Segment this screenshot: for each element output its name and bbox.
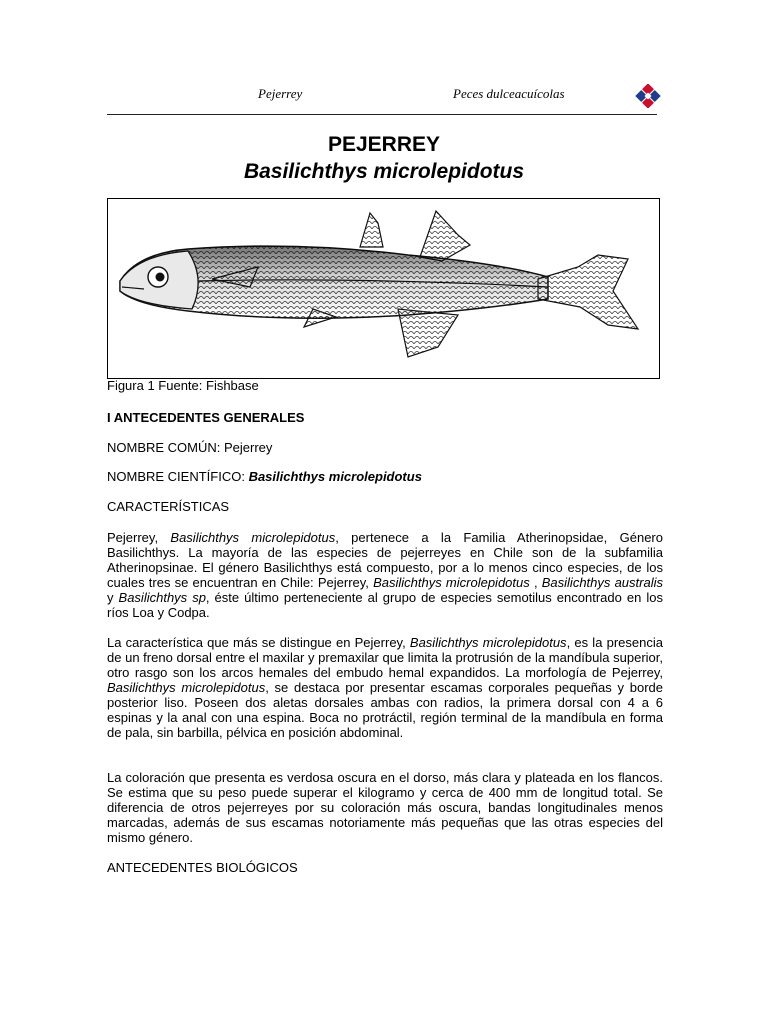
species-name: Basilichthys microlepidotus xyxy=(170,530,336,545)
common-name-line xyxy=(107,440,663,455)
text-run: La característica que más se distingue en Pejerrey, xyxy=(107,635,410,650)
ministry-logo-icon xyxy=(634,84,662,108)
section-heading-general: I ANTECEDENTES GENERALES xyxy=(107,410,305,425)
text-run: , pertenece a la Familia Atherinopsidae, Género Basilichthys. La mayoría de las especies de pejerreyes en Chile son de la subfamilia Atherinopsinae. El género Basilichthys está compuesto, por a lo menos cinco especies, de los cuales tres se encuentran en Chile: Pejerrey, xyxy=(107,530,663,590)
section-heading-characteristics: CARACTERÍSTICAS xyxy=(107,499,230,514)
header-right-title: Peces dulceacuícolas xyxy=(453,86,565,101)
first-dorsal-fin xyxy=(360,213,383,247)
fish-illustration xyxy=(108,199,659,378)
figure-caption: Figura 1 Fuente: Fishbase xyxy=(107,378,259,393)
scientific-name-line xyxy=(107,469,663,484)
common-name-label: NOMBRE COMÚN: xyxy=(107,440,224,455)
text-run: Pejerrey, xyxy=(107,530,171,545)
scientific-name-value: Basilichthys microlepidotus xyxy=(248,469,422,484)
text-run: , es la presencia de un freno dorsal entre el maxilar y premaxilar que limita la protrusión de la mandíbula superior, otro rasgo son los arcos hemales del embudo hemal expandidos. La morfología de Pejerrey, xyxy=(107,635,663,680)
paragraph-classification xyxy=(107,530,663,620)
tail-fin xyxy=(538,255,638,329)
text-run: , se destaca por presentar escamas corporales pequeñas y borde posterior liso. Poseen dos aletas dorsales ambas con radios, la primera dorsal con 4 a 6 espinas y la anal con una espina. Boca no protráctil, región terminal de la mandíbula en forma de pala, sin barbilla, pélvica en posición abdominal. xyxy=(107,680,663,740)
paragraph-coloration: La coloración que presenta es verdosa oscura en el dorso, más clara y plateada en los flancos. Se estima que su peso puede superar el kilogramo y cerca de 400 mm de longitud total. Se diferencia de otros pejerreyes por su coloración más oscura, bandas longitudinales menos marcadas, además de sus escamas notoriamente más pequeñas que las otras especies del mismo género. xyxy=(107,770,663,845)
page-title: PEJERREY xyxy=(327,133,441,156)
text-run: , éste último perteneciente al grupo de especies semotilus encontrado en los ríos Loa y Codpa. xyxy=(107,590,663,620)
species-name: Basilichthys australis xyxy=(541,575,663,590)
header-left-title: Pejerrey xyxy=(258,86,303,101)
scientific-title: Basilichthys microlepidotus xyxy=(243,160,525,183)
section-heading-biological: ANTECEDENTES BIOLÓGICOS xyxy=(107,860,298,875)
scientific-name-label: NOMBRE CIENTÍFICO: xyxy=(107,469,249,484)
paragraph-morphology xyxy=(107,635,663,740)
header-rule xyxy=(107,114,657,115)
text-run: , xyxy=(529,575,542,590)
species-name: Basilichthys microlepidotus xyxy=(107,680,266,695)
second-dorsal-fin xyxy=(420,211,470,261)
text-run: y xyxy=(107,590,119,605)
species-name: Basilichthys sp xyxy=(118,590,206,605)
anal-fin xyxy=(398,309,458,357)
common-name-value: Pejerrey xyxy=(224,440,273,455)
figure-frame xyxy=(107,198,660,379)
species-name: Basilichthys microlepidotus xyxy=(409,635,567,650)
species-name: Basilichthys microlepidotus xyxy=(373,575,530,590)
